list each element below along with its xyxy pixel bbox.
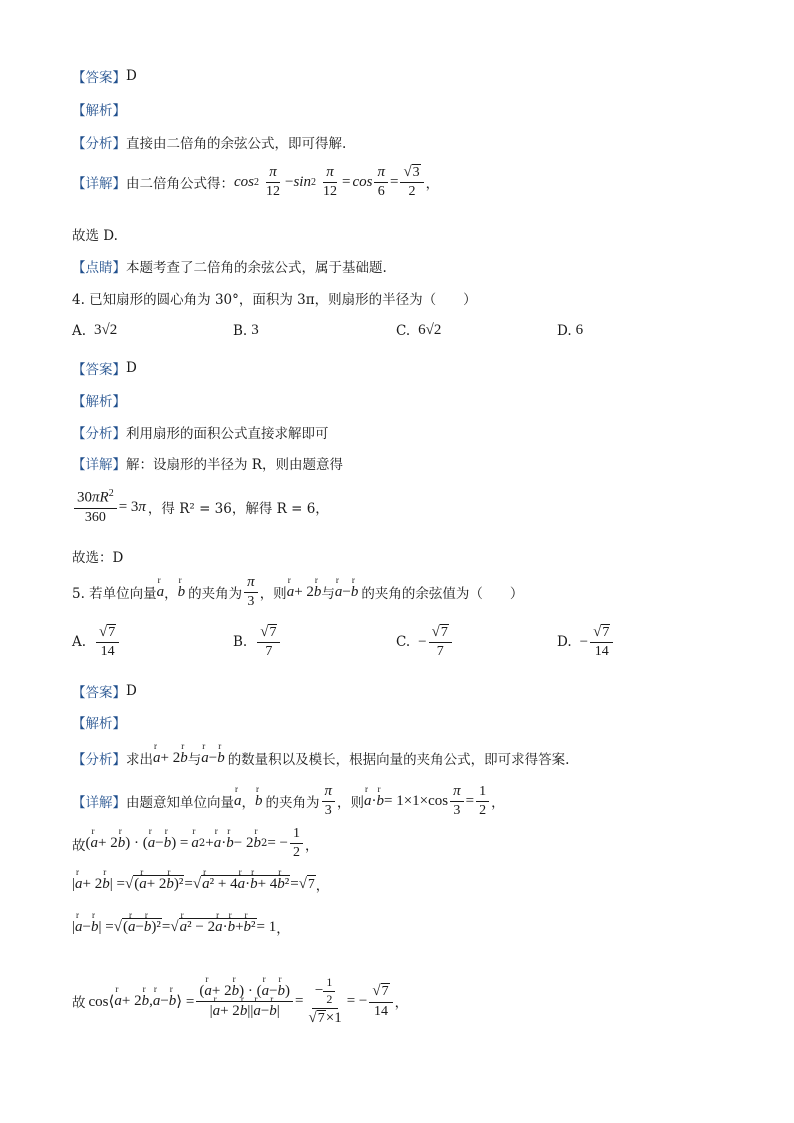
q5-norm-diff-line: | r a − r b | = √(r a−r b)² = √r a² − 2r a·r b+r b² = 1 ， xyxy=(72,917,290,937)
q4-stem: 4. 已知扇形的圆心角为 30°，面积为 3π，则扇形的半径为（ ） xyxy=(72,292,477,308)
q4-answer-line: 【答案】 D xyxy=(72,360,137,378)
q5-stem: 5. 若单位向量 r a ， r b 的夹角为 $\frac{\pi}{3}$ ，则 r a + 2 r b 与 r a − r b 的夹角的余弦值为（ ） xyxy=(72,574,523,610)
q4-xiangjie-line: 【详解】 解：设扇形的半径为 R，则由题意得 xyxy=(72,457,343,473)
q3-formula: cos 2 $\frac{\pi}{12}$ − sin 2 $\frac{\pi}{12}$ = cos $\frac{\pi}{6}$ = $\frac{√3}{2}$ ， xyxy=(234,164,440,200)
q5-analysis-tag: 【解析】 xyxy=(72,716,126,732)
q5-option-c: C. − $\frac{√7}{7}$ xyxy=(396,624,454,660)
answer-tag: 【答案】 xyxy=(72,70,126,86)
answer-value: D xyxy=(126,68,137,84)
q3-fenxi-line: 【分析】 直接由二倍角的余弦公式，即可得解. xyxy=(72,136,347,152)
q5-fenxi-line: 【分析】 求出 r a + 2 r b 与 r a − r b 的数量积以及模长，根据向量的夹角公式，即可求得答案. xyxy=(72,748,569,768)
q5-xiangjie-line: 【详解】 由题意知单位向量 r a ， r b 的夹角为 $\frac{\pi}{3}$ ，则 r a · r b = 1×1×cos $\frac{\pi}{3}$ = $\frac{1}{2}$ ， xyxy=(72,783,505,819)
q4-option-a: A. 3√2 xyxy=(72,322,118,339)
q3-answer-line xyxy=(72,66,137,86)
q5-option-b: B. $\frac{√7}{7}$ xyxy=(233,624,282,660)
q5-cosine-line: 故 cos⟨ r a + 2 r b , r a − r b ⟩ = $\frac{\text{(r a+ 2r b) · (r a−r b)}}{\text{|r a+ 2r b||r a−r b|}}$ = − $\frac{1}{2}$ √7×1 = − $\frac{√7}{14}$ ， xyxy=(72,976,408,1027)
q5-answer-line: 【答案】 D xyxy=(72,683,137,701)
q4-equation: $\frac{30\pi R^2}{360}$ = 3π ，得 R² = 36，解得 R = 6， xyxy=(72,488,329,526)
q5-dot-product-line: 故 ( r a + 2 r b ) · ( r a − r b ) = r a 2 + r a · r b − 2 r b 2 = − $\frac{1}{2}$ ， xyxy=(72,826,319,861)
q3-choice: 故选 D. xyxy=(72,228,118,244)
q3-xiangjie-line: 【详解】 由二倍角公式得： cos 2 $\frac{\pi}{12}$ − sin 2 $\frac{\pi}{12}$ = cos $\frac{\pi}{6}$ = $\frac{√3}{2}$ ， xyxy=(72,164,440,200)
q4-choice: 故选：D xyxy=(72,550,124,566)
q4-option-c: C. 6√2 xyxy=(396,322,442,339)
q4-option-d: D. 6 xyxy=(557,322,584,339)
q5-norm-sum-line: | r a + 2 r b | = √(r a+ 2r b)² = √r a² + 4r a·r b+ 4r b² = √7 ， xyxy=(72,874,329,894)
q5-option-a: A. $\frac{√7}{14}$ xyxy=(72,624,121,660)
q3-dianjing-line: 【点睛】 本题考查了二倍角的余弦公式，属于基础题. xyxy=(72,260,387,276)
q4-analysis-tag: 【解析】 xyxy=(72,394,126,410)
q4-option-b: B. 3 xyxy=(233,322,259,339)
q5-option-d: D. − $\frac{√7}{14}$ xyxy=(557,624,615,660)
q3-analysis-tag: 【解析】 xyxy=(72,103,126,119)
q4-fenxi-line: 【分析】 利用扇形的面积公式直接求解即可 xyxy=(72,426,329,442)
